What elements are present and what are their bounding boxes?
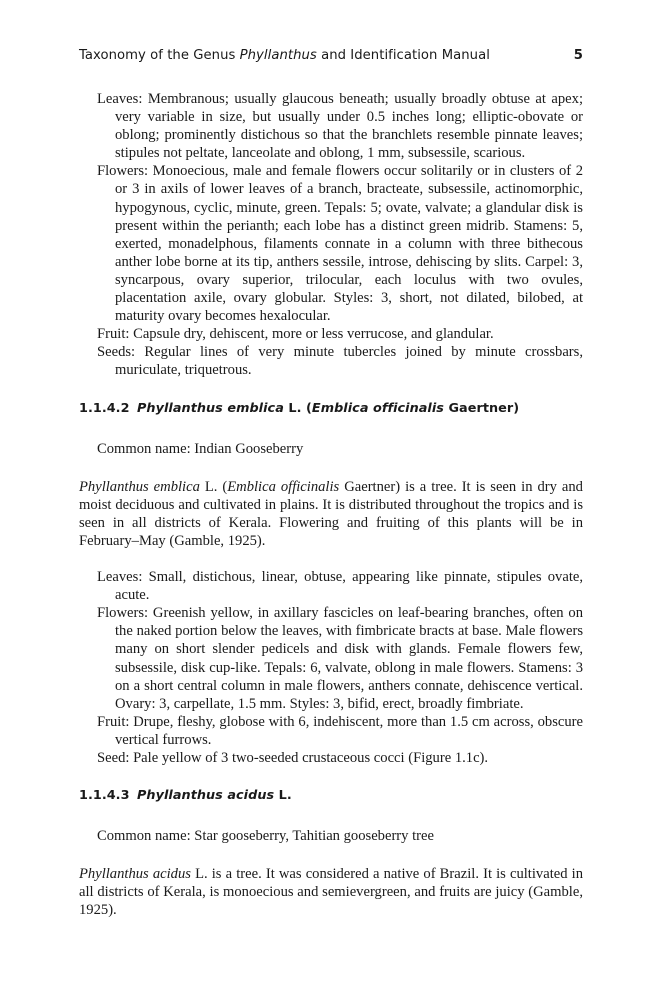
page-number: 5 bbox=[573, 48, 583, 63]
common-name-emblica: Common name: Indian Gooseberry bbox=[97, 440, 304, 457]
section-author: L. bbox=[274, 788, 292, 804]
leaves-description: Leaves: Membranous; usually glaucous beneath; usually broadly obtuse at apex; very variable in size, but usually under 0.5 inches long; elliptic-obovate or oblong; prominently distichous so that the branchlets resemble pinnate leaves; stipules not peltate, lanceolate and oblong, 1 mm, subsessile, scarious. bbox=[97, 91, 583, 162]
para-l: L. ( bbox=[199, 478, 228, 495]
common-name-acidus: Common name: Star gooseberry, Tahitian gooseberry tree bbox=[97, 828, 434, 845]
emblica-seed: Seed: Pale yellow of 3 two-seeded crustaceous cocci (Figure 1.1c). bbox=[97, 750, 489, 766]
fruit-description: Fruit: Capsule dry, dehiscent, more or less verrucose, and glandular. bbox=[97, 326, 494, 343]
running-title-suffix: and Identification Manual bbox=[316, 48, 490, 63]
description-list-2 bbox=[97, 568, 583, 767]
section-synonym-author: Gaertner) bbox=[443, 400, 520, 416]
section-heading-1-1-4-2 bbox=[79, 400, 583, 418]
running-title bbox=[79, 48, 490, 63]
description-list-1 bbox=[97, 90, 583, 380]
para-synonym: Emblica officinalis bbox=[227, 478, 340, 495]
para-text: Gaertner) is a tree. It is seen in dry and moist deciduous and cultivated in plains. It is distributed throughout the tropics and is seen in all districts of Kerala. Flowering and fruiting of this plants will be in February–May (Gamble, 1925). bbox=[79, 478, 583, 549]
spacer bbox=[79, 550, 583, 568]
emblica-flowers: Flowers: Greenish yellow, in axillary fascicles on leaf-bearing branches, often on the naked portion below the leaves, with fimbricate bracts at base. Male flowers many on short slender pedicels and disk with glands. Female flowers few, subsessile, disk cup-like. Tepals: 6, valvate, oblong in male flowers. Stamens: 3 on a short central column in male flowers, anthers connate, dehiscence vertical. Ovary: 3, carpellate, 1.5 mm. Styles: 3, bifid, erect, broadly fimbriate. bbox=[97, 605, 583, 712]
section-heading-1-1-4-3 bbox=[79, 787, 583, 805]
para-species: Phyllanthus acidus bbox=[79, 866, 191, 883]
flowers-description: Flowers: Monoecious, male and female flowers occur solitarily or in clusters of 2 or 3 in axils of lower leaves of a branch, bracteate, subsessile, actinomorphic, hypogynous, cyclic, minute, green. Tepals: 5; ovate, valvate; a glandular disk is present within the perianth; each lobe has a distinct green midrib. Stamens: 5, exerted, monadelphous, filaments connate in a column with three bithecous anther lobe borne at its tip, anthers sessile, introse, dehiscing by slits. Carpel: 3, syncarpous, ovary superior, trilocular, each loculus with two ovules, placentation axile, ovary globular. Styles: 3, short, not dilated, bilobed, at maturity ovary becomes hexalocular. bbox=[97, 163, 583, 325]
section-number: 1.1.4.3 bbox=[79, 788, 130, 804]
running-title-prefix: Taxonomy of the Genus bbox=[79, 48, 240, 63]
section-species: Phyllanthus emblica bbox=[137, 400, 284, 416]
paragraph-emblica bbox=[79, 478, 583, 550]
page-body bbox=[79, 90, 583, 920]
para-text: L. is a tree. It was considered a native of Brazil. It is cultivated in all districts of Kerala, is monoecious and semievergreen, and fruits are juicy (Gamble, 1925). bbox=[79, 866, 583, 919]
section-number: 1.1.4.2 bbox=[79, 400, 130, 416]
running-title-genus: Phyllanthus bbox=[239, 48, 317, 63]
emblica-fruit: Fruit: Drupe, fleshy, globose with 6, indehiscent, more than 1.5 cm across, obscure vertical furrows. bbox=[97, 713, 583, 748]
seeds-description: Seeds: Regular lines of very minute tubercles joined by minute crossbars, muriculate, triquetrous. bbox=[97, 344, 583, 379]
section-synonym: Emblica officinalis bbox=[311, 400, 444, 416]
para-species: Phyllanthus emblica bbox=[79, 478, 200, 495]
paragraph-acidus bbox=[79, 865, 583, 919]
section-author: L. ( bbox=[283, 400, 312, 416]
emblica-leaves: Leaves: Small, distichous, linear, obtuse, appearing like pinnate, stipules ovate, acute. bbox=[97, 569, 583, 604]
section-species: Phyllanthus acidus bbox=[137, 788, 275, 804]
